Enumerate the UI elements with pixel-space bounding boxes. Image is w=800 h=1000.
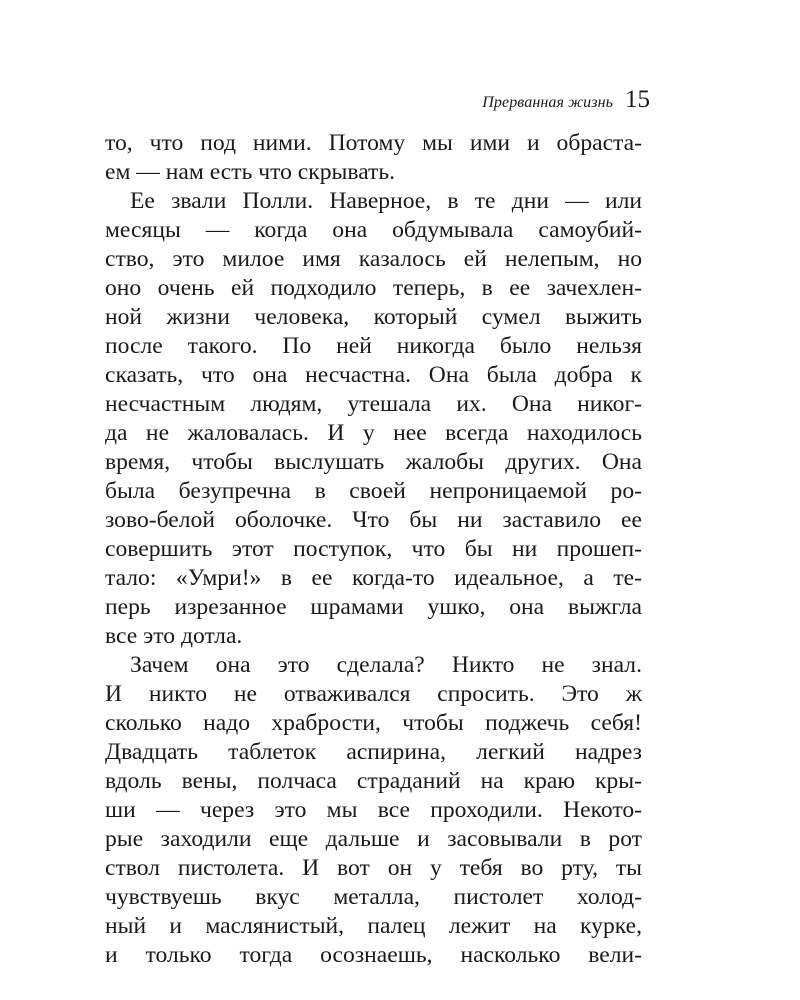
text-line: ный и маслянистый, палец лежит на курке, <box>105 913 642 939</box>
text-line: была безупречна в своей непроницаемой ро- <box>105 478 642 504</box>
text-line: чувствуешь вкус металла, пистолет холод- <box>105 884 642 910</box>
text-line: то, что под ними. Потому мы ими и обраста- <box>105 130 642 156</box>
text-line: все это дотла. <box>105 623 243 649</box>
text-line: сказать, что она несчастна. Она была добра к <box>105 362 642 388</box>
text-line: Зачем она это сделала? Никто не знал. <box>130 652 642 678</box>
text-line: оно очень ей подходило теперь, в ее зачехлен- <box>105 275 642 301</box>
text-line: Двадцать таблеток аспирина, легкий надрез <box>105 739 642 765</box>
text-line: Ее звали Полли. Наверное, в те дни — или <box>130 188 642 214</box>
text-line: зово-белой оболочке. Что бы ни заставило ее <box>105 507 642 533</box>
text-line: время, чтобы выслушать жалобы других. Она <box>105 449 642 475</box>
text-line: сколько надо храбрости, чтобы поджечь себя! <box>105 710 642 736</box>
text-line: ем — нам есть что скрывать. <box>105 159 396 185</box>
text-line: ши — через это мы все проходили. Некото- <box>105 797 642 823</box>
text-line: совершить этот поступок, что бы ни прошеп- <box>105 536 642 562</box>
text-line: несчастным людям, утешала их. Она никог- <box>105 391 642 417</box>
text-line: месяцы — когда она обдумывала самоубий- <box>105 217 642 243</box>
running-header <box>0 86 650 114</box>
running-title: Прерванная жизнь <box>482 94 613 111</box>
text-line: да не жаловалась. И у нее всегда находилось <box>105 420 642 446</box>
text-line: после такого. По ней никогда было нельзя <box>105 333 642 359</box>
text-line: тало: «Умри!» в ее когда-то идеальное, а те- <box>105 565 642 591</box>
text-line: и только тогда осознаешь, насколько вели- <box>105 942 642 968</box>
text-line: И никто не отваживался спросить. Это ж <box>105 681 642 707</box>
text-line: перь изрезанное шрамами ушко, она выжгла <box>105 594 642 620</box>
text-line: вдоль вены, полчаса страданий на краю кры- <box>105 768 642 794</box>
text-line: ной жизни человека, который сумел выжить <box>105 304 642 330</box>
body-text <box>105 129 642 970</box>
text-line: рые заходили еще дальше и засовывали в рот <box>105 826 642 852</box>
text-line: ство, это милое имя казалось ей нелепым, но <box>105 246 642 272</box>
text-line: ствол пистолета. И вот он у тебя во рту, ты <box>105 855 642 881</box>
page-number: 15 <box>625 86 650 113</box>
